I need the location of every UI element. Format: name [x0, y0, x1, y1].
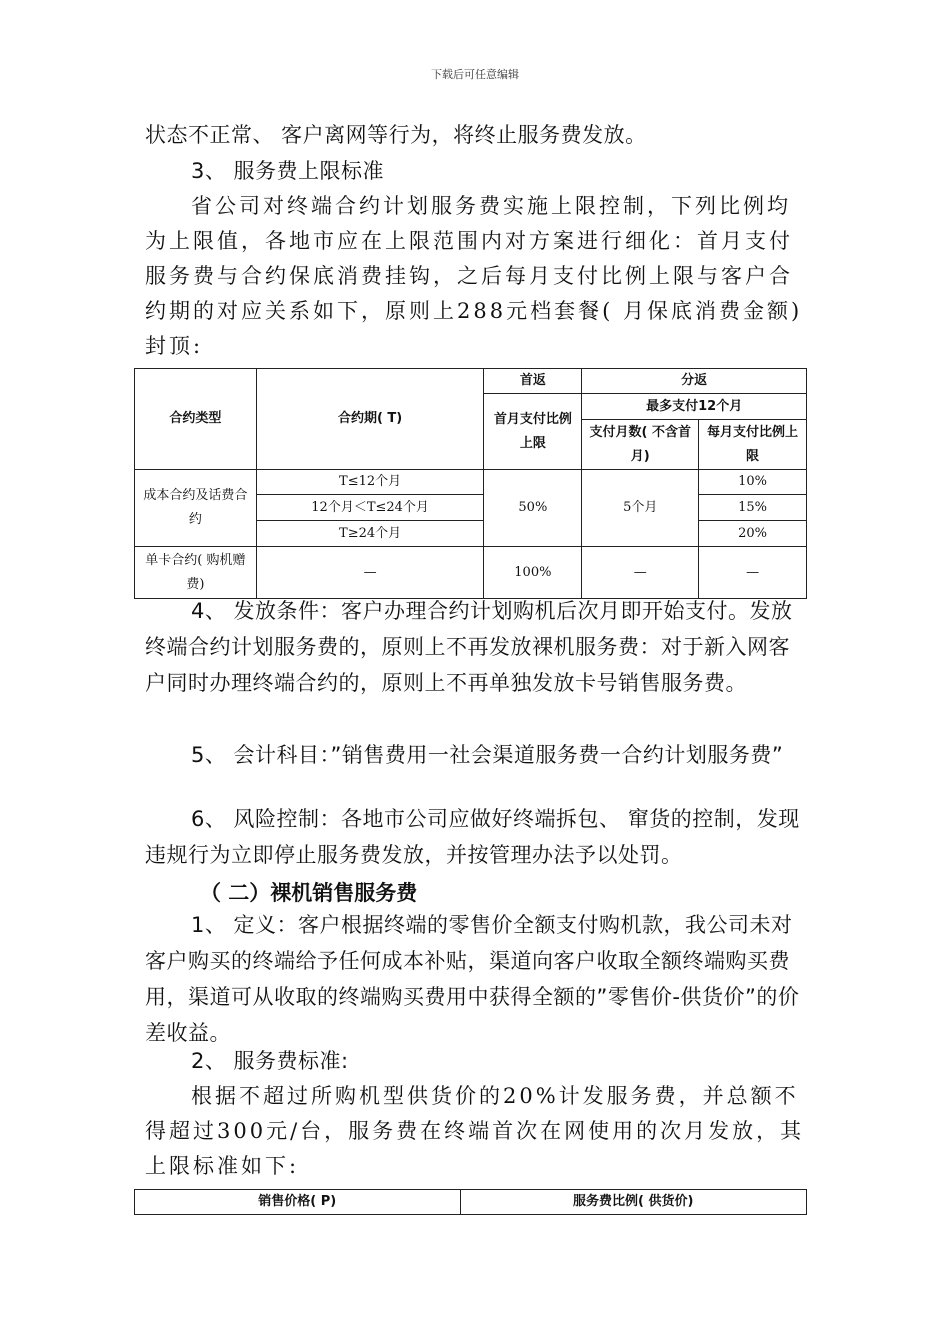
header-contract-period: 合约期( T) [256, 369, 484, 470]
header-service-ratio: 服务费比例( 供货价) [460, 1190, 807, 1215]
header-pay-months: 支付月数( 不含首月) [582, 420, 699, 470]
paragraph-cap-control: 省公司对终端合约计划服务费实施上限控制，下列比例均为上限值，各地市应在上限范围内对方案进行细化：首月支付服务费与合约保底消费挂钩，之后每月支付比例上限与客户合约期的对应关系如下，原则上288元档套餐( 月保底消费金额)封顶: [145, 194, 803, 358]
cell-single-pay-months: — [582, 547, 699, 599]
cell-period-3: T≥24个月 [256, 521, 484, 547]
header-note: 下载后可任意编辑 [431, 68, 519, 81]
bare-device-fee-table [134, 1189, 807, 1215]
paragraph-fee-standard: 2、 服务费标准: [191, 1049, 349, 1073]
section-heading-bare-device-fee: （ 二）裸机销售服务费 [200, 881, 418, 905]
paragraph-risk-control: 6、 风险控制：各地市公司应做好终端拆包、 窜货的控制，发现违规行为立即停止服务费发放，并按管理办法予以处罚。 [145, 807, 800, 867]
cell-single-first-ratio: 100% [484, 547, 582, 599]
cell-single-period: — [256, 547, 484, 599]
header-monthly-ratio: 每月支付比例上限 [699, 420, 807, 470]
header-sale-price: 销售价格( P) [135, 1190, 461, 1215]
header-first-month-ratio: 首月支付比例上限 [484, 394, 582, 470]
paragraph-fee-rule: 根据不超过所购机型供货价的20%计发服务费，并总额不得超过300元/台，服务费在终端首次在网使用的次月发放，其上限标准如下: [145, 1084, 805, 1178]
cell-monthly-ratio-2: 15% [699, 495, 807, 521]
cell-period-2: 12个月＜T≤24个月 [256, 495, 484, 521]
cell-first-ratio: 50% [484, 470, 582, 547]
section-heading-service-fee-cap: 3、 服务费上限标准 [191, 159, 385, 183]
header-first-return: 首返 [484, 369, 582, 394]
header-split-return: 分返 [582, 369, 807, 394]
cell-single-card: 单卡合约( 购机赠费) [135, 547, 257, 599]
paragraph-release-conditions: 4、 发放条件：客户办理合约计划购机后次月即开始支付。发放终端合约计划服务费的，原则上不再发放裸机服务费：对于新入网客户同时办理终端合约的，原则上不再单独发放卡号销售服务费。 [145, 599, 793, 695]
paragraph-termination: 状态不正常、 客户离网等行为，将终止服务费发放。 [145, 123, 647, 147]
cell-single-monthly-ratio: — [699, 547, 807, 599]
cell-period-1: T≤12个月 [256, 470, 484, 495]
cell-pay-months: 5个月 [582, 470, 699, 547]
cell-monthly-ratio-1: 10% [699, 470, 807, 495]
header-contract-type: 合约类型 [135, 369, 257, 470]
cell-cost-contract: 成本合约及话费合约 [135, 470, 257, 547]
cell-monthly-ratio-3: 20% [699, 521, 807, 547]
paragraph-definition: 1、 定义：客户根据终端的零售价全额支付购机款，我公司未对客户购买的终端给予任何成本补贴，渠道向客户收取全额终端购买费用，渠道可从收取的终端购买费用中获得全额的”零售价-供货价”的价差收益。 [145, 913, 800, 1045]
paragraph-accounting-subject: 5、 会计科目：”销售费用一社会渠道服务费一合约计划服务费” [191, 743, 784, 767]
contract-service-fee-table [134, 368, 807, 599]
header-max-pay-months: 最多支付12个月 [582, 394, 807, 420]
